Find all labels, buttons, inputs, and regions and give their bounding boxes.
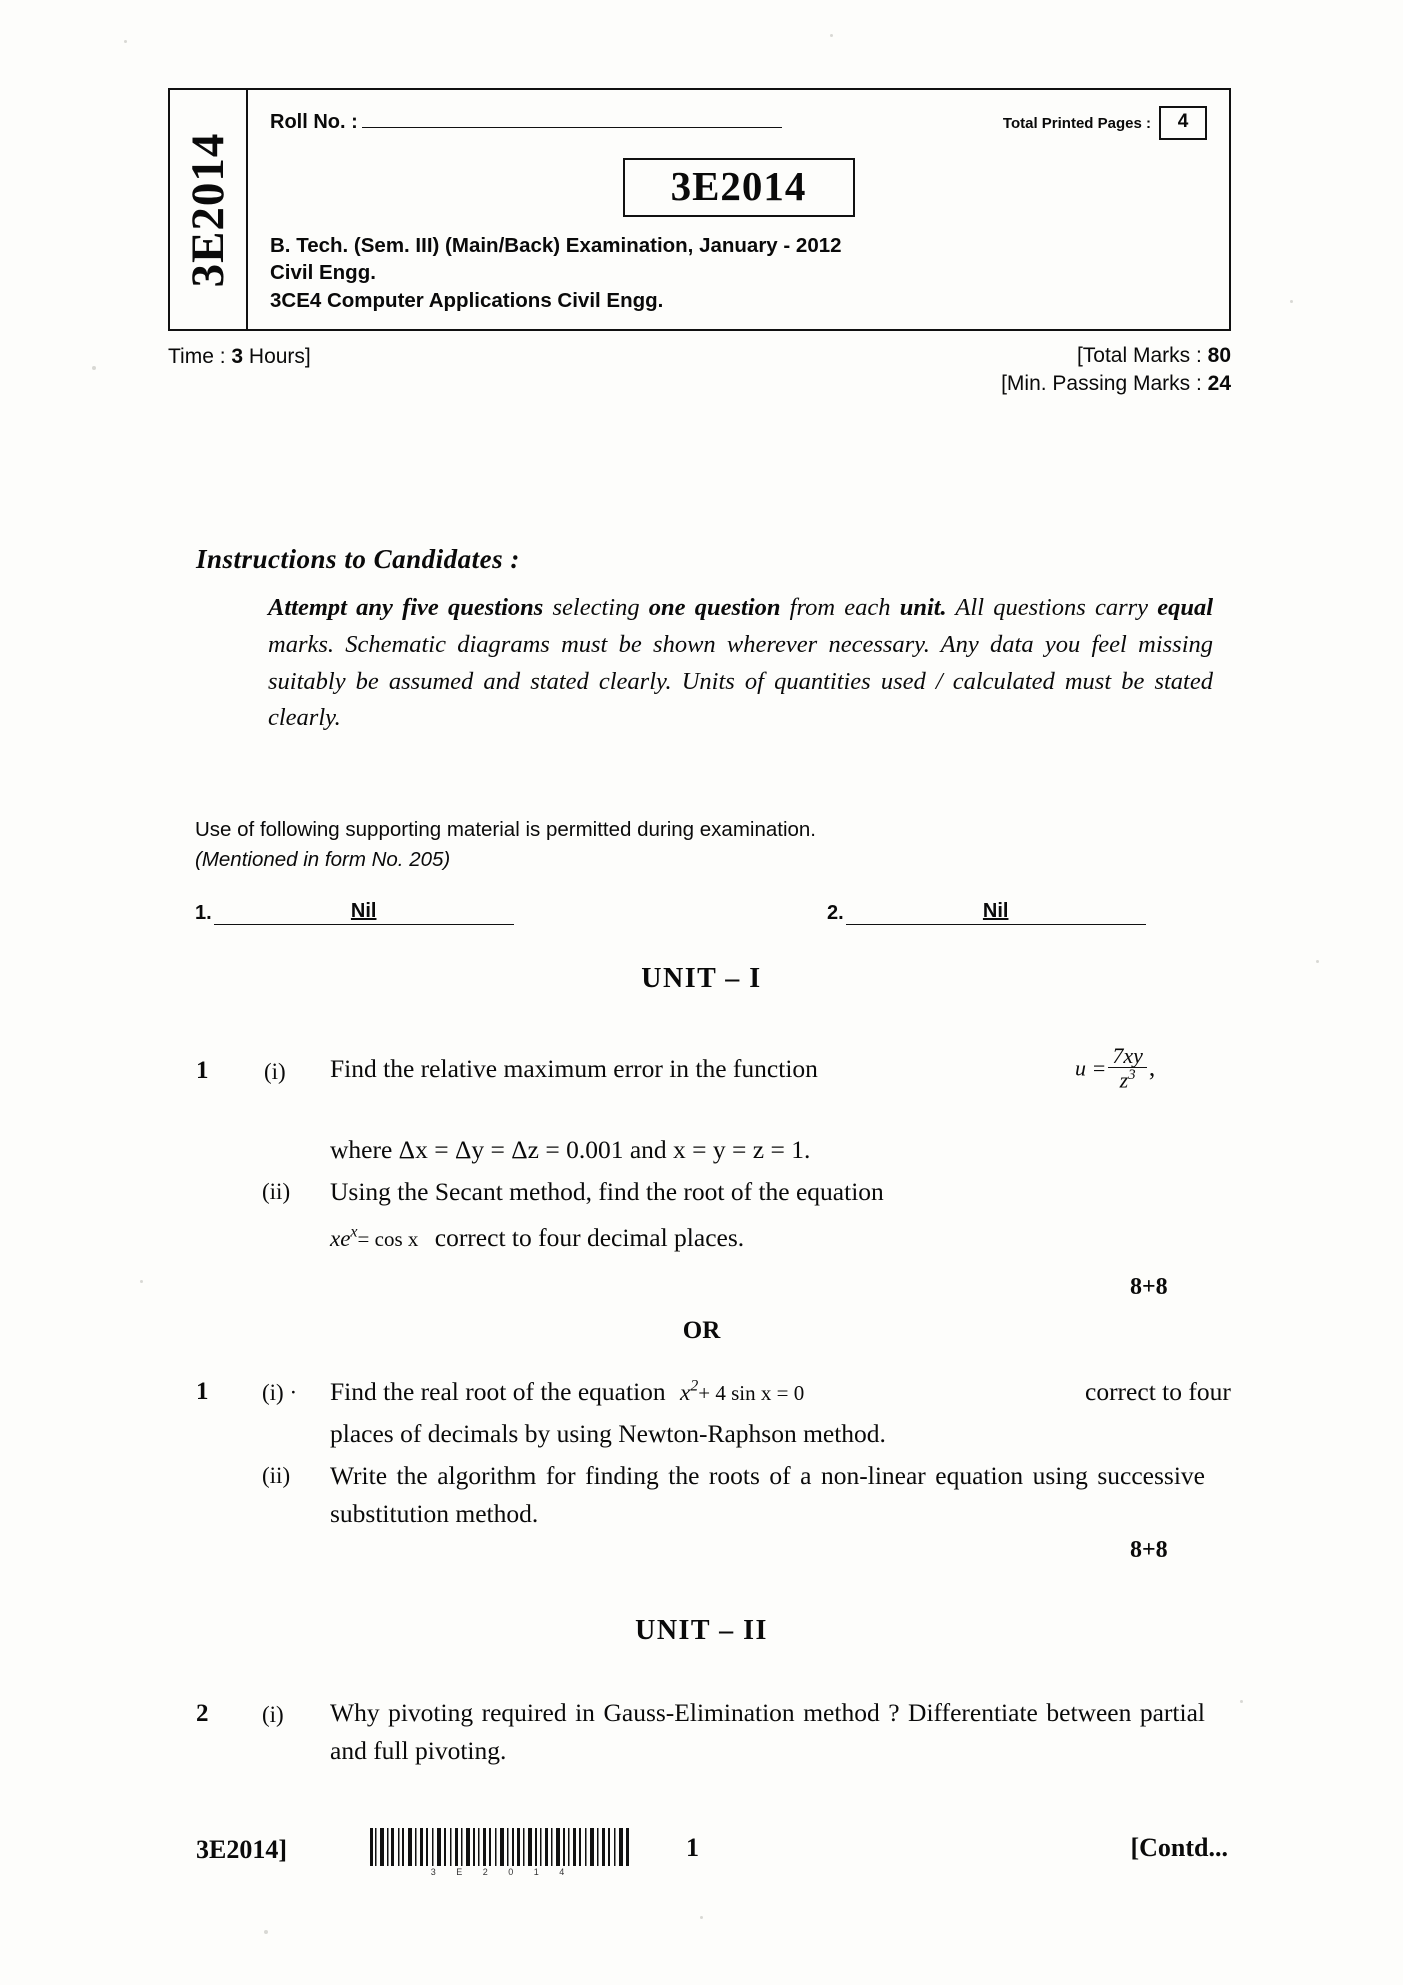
question-1-part-ii-label: (ii) [262,1179,291,1204]
barcode-bars [368,1828,636,1866]
min-passing-label: [Min. Passing Marks : [1001,372,1208,396]
supporting-item-2-field[interactable] [846,900,1146,925]
unit-1-heading: UNIT – I [641,963,762,994]
question-1-part-ii-line2 [330,1219,744,1257]
barcode-text: 3 E 2 0 1 4 [430,1867,574,1877]
formula-den-exponent: 3 [1128,1067,1136,1084]
supporting-item-1-value: Nil [350,900,377,922]
question-1-math-exponent: x [350,1223,358,1241]
instructions-part-7: equal [1157,594,1214,621]
question-1-number: 1 [196,1057,209,1084]
time-allowed [168,345,311,369]
time-suffix: Hours] [243,345,311,368]
unit-2-heading: UNIT – II [635,1615,768,1646]
supporting-item-2-number: 2. [827,902,844,924]
supporting-material-line-2: (Mentioned in form No. 205) [195,847,451,871]
question-1-alt-math-x: x [680,1380,691,1405]
question-1-alt-part-i-tail: places of decimals by using Newton-Raphson method. [330,1419,886,1448]
instructions-part-2: selecting [543,594,649,621]
scan-speck [1290,300,1293,303]
formula-comma: , [1148,1052,1156,1082]
total-marks-label: [Total Marks : [1076,344,1208,367]
instructions-part-4: from each [780,594,900,621]
exam-header-box [168,88,1231,331]
scan-speck [92,366,96,370]
instructions-title: Instructions to Candidates : [196,544,520,574]
scan-speck [700,1916,703,1919]
question-2-part-i-text: Why pivoting required in Gauss-Elimination method ? Differentiate between partial and full pivoting. [330,1698,1205,1766]
question-1-alt-part-ii-text: Write the algorithm for finding the roots of a non-linear equation using successive substitution method. [330,1461,1205,1529]
formula-den-base: z [1119,1067,1129,1093]
question-1-part-ii-text: Using the Secant method, find the root of the equation [330,1177,884,1206]
total-printed-pages-value: 4 [1159,106,1207,140]
formula-fraction [1108,1044,1147,1092]
supporting-item-1 [195,902,514,925]
total-printed-pages-label: Total Printed Pages : [1002,114,1151,132]
question-1-marks: 8+8 [1130,1274,1168,1300]
formula-fraction-numerator: 7xy [1108,1044,1147,1068]
question-1-part-i-where: where Δx = Δy = Δz = 0.001 and x = y = z = 1. [330,1135,811,1164]
question-1-part-i-label: (i) [264,1059,286,1084]
supporting-material-note [195,815,1195,874]
supporting-item-2 [827,902,1146,925]
question-1-alt-part-i-text [330,1373,1190,1411]
exam-details [270,232,1207,314]
marks-block [1001,342,1231,399]
roll-number-field[interactable] [362,113,782,128]
question-1-alt-number: 1 [196,1378,209,1405]
question-1-part-i-text [330,1050,1065,1088]
instructions-body [268,590,1213,737]
vertical-paper-code: 3E2014 [182,132,234,287]
exam-line-2: Civil Engg. [270,261,376,285]
scan-speck [124,40,127,43]
question-1-alt-part-ii-label: (ii) [262,1463,291,1488]
total-marks-value: 80 [1207,344,1231,367]
scan-speck [140,1280,143,1283]
supporting-item-2-value: Nil [982,900,1009,922]
question-1-part-i-text-a: Find the relative maximum error in the function [330,1054,818,1083]
question-1-math-cos: = cos x [357,1227,419,1251]
continued-label: [Contd... [1130,1833,1228,1862]
exam-line-1: B. Tech. (Sem. III) (Main/Back) Examination, January - 2012 [270,234,842,257]
supporting-material-line-1: Use of following supporting material is permitted during examination. [195,818,817,841]
scan-speck [264,1930,268,1934]
instructions-part-1: Attempt any five questions [268,594,544,621]
or-separator-1: OR [682,1317,721,1344]
instructions-part-5: unit. [899,594,947,621]
question-1-alt-math-exponent: 2 [690,1377,699,1395]
scan-speck [830,34,833,37]
roll-number-label: Roll No. : [270,110,358,133]
footer-paper-code: 3E2014] [196,1835,287,1864]
total-printed-pages [1003,106,1207,140]
time-prefix: Time : [168,345,232,368]
question-1-alt-math-rest: + 4 sin x = 0 [698,1381,805,1405]
supporting-item-1-field[interactable] [214,900,514,925]
supporting-item-1-number: 1. [195,902,212,924]
min-passing-value: 24 [1207,372,1231,396]
instructions-part-6: All questions carry [946,594,1158,621]
question-1-alt-marks: 8+8 [1130,1537,1168,1563]
formula-fraction-denominator [1108,1068,1147,1091]
question-1-alt-text-a: Find the real root of the equation [330,1377,666,1406]
question-1-part-i-formula [1075,1043,1156,1094]
question-2-part-i-label: (i) [262,1702,284,1727]
header-inner [248,90,1229,329]
scan-speck [1240,1700,1243,1703]
question-1-alt-part-i-tail-first: correct to four [1085,1377,1231,1406]
min-passing-marks-row [1001,370,1231,398]
formula-u-equals: u = [1075,1055,1107,1081]
total-marks-row [1001,342,1231,370]
page-number: 1 [686,1833,699,1862]
paper-code-box: 3E2014 [623,158,855,217]
barcode [368,1828,636,1877]
exam-line-3: 3CE4 Computer Applications Civil Engg. [270,288,664,312]
question-1-part-ii-tail: correct to four decimal places. [434,1223,745,1252]
time-value: 3 [231,345,244,368]
instructions-part-8: marks. Schematic diagrams must be shown wherever necessary. Any data you feel missing suitably be assumed and stated clearly. Units of quantities used / calculated must be stated clearly. [268,630,1213,732]
vertical-code-cell [170,90,248,329]
question-1-math-xe: xe [330,1226,351,1251]
question-2-number: 2 [196,1700,209,1727]
question-1-alt-part-i-label: (i) · [262,1380,298,1405]
instructions-part-3: one question [648,594,781,621]
roll-number-row [270,106,1207,140]
